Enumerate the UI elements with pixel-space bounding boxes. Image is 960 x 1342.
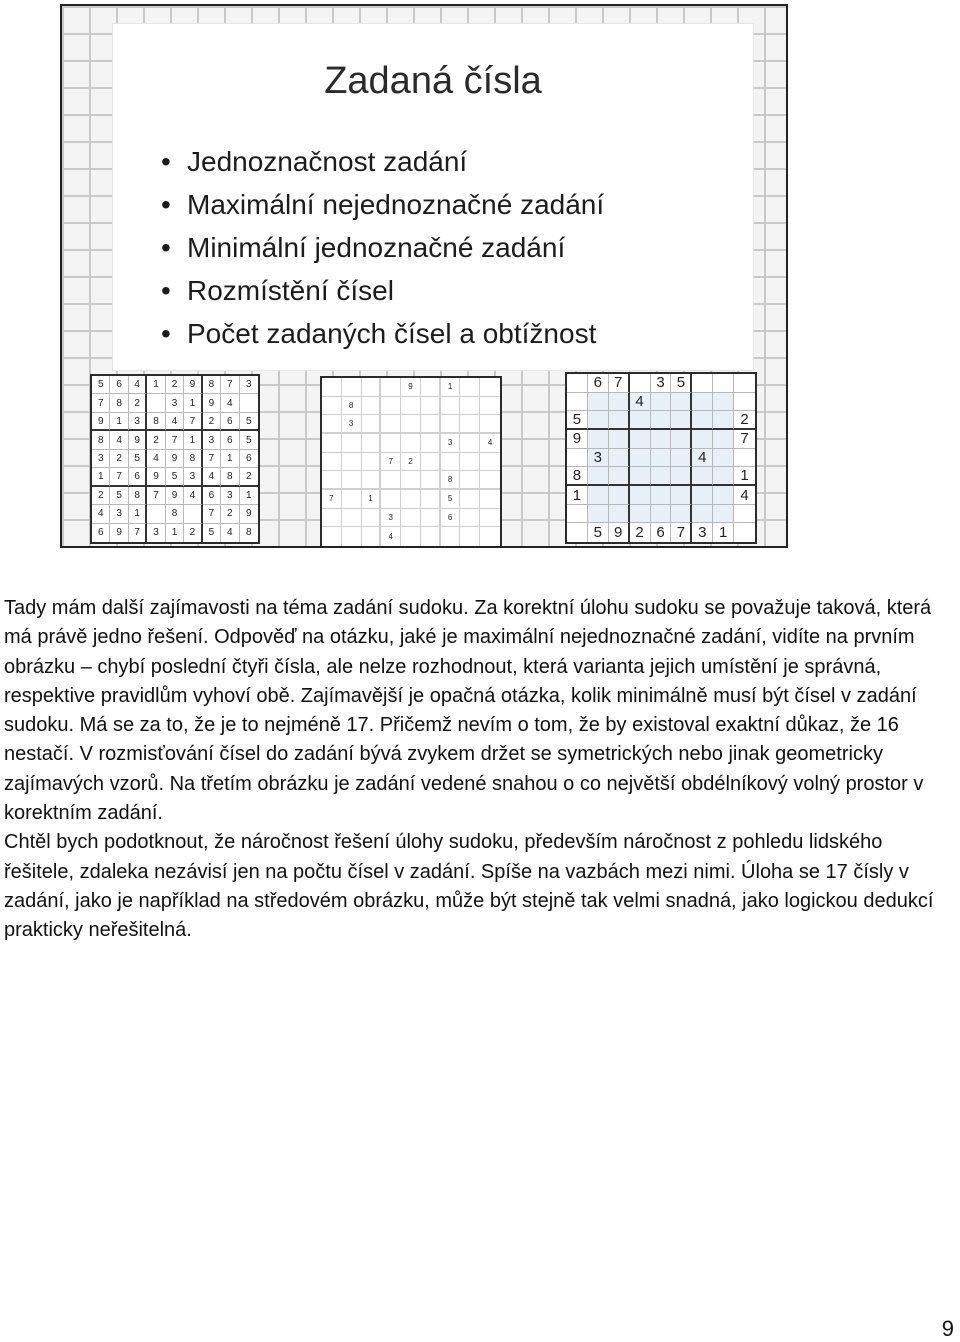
sudoku-cell: 9 xyxy=(110,524,128,542)
sudoku-cell: 1 xyxy=(166,524,184,542)
sudoku-cell xyxy=(671,505,692,524)
sudoku-cell xyxy=(401,415,421,434)
sudoku-cell: 8 xyxy=(567,467,588,486)
sudoku-cell xyxy=(381,434,401,453)
sudoku-cell xyxy=(421,378,441,397)
sudoku-cell xyxy=(588,430,609,449)
slide-title: Zadaná čísla xyxy=(324,60,542,102)
sudoku-cell: 9 xyxy=(129,431,147,449)
sudoku-cell xyxy=(713,449,734,468)
sudoku-cell: 5 xyxy=(166,468,184,486)
sudoku-cell xyxy=(322,471,342,490)
sudoku-cell xyxy=(609,467,630,486)
sudoku-cell: 3 xyxy=(342,415,362,434)
sudoku-cell: 4 xyxy=(92,505,110,523)
sudoku-cell xyxy=(460,490,480,509)
sudoku-cell: 2 xyxy=(184,524,202,542)
sudoku-cell: 7 xyxy=(110,468,128,486)
sudoku-cell xyxy=(734,449,755,468)
sudoku-cell xyxy=(588,467,609,486)
sudoku-cell: 8 xyxy=(129,487,147,505)
sudoku-cell xyxy=(342,509,362,528)
sudoku-cell: 8 xyxy=(147,413,165,431)
sudoku-cell: 9 xyxy=(92,413,110,431)
sudoku-cell xyxy=(671,393,692,412)
sudoku-cell: 3 xyxy=(129,413,147,431)
sudoku-cell: 4 xyxy=(129,376,147,394)
sudoku-cell xyxy=(692,374,713,393)
sudoku-cell xyxy=(651,393,672,412)
bullet-item: • Jednoznačnost zadání xyxy=(161,140,604,183)
sudoku-cell xyxy=(342,471,362,490)
sudoku-cell xyxy=(381,378,401,397)
sudoku-cell xyxy=(630,467,651,486)
sudoku-cell xyxy=(322,434,342,453)
sudoku-cell: 5 xyxy=(671,374,692,393)
sudoku-cell xyxy=(692,467,713,486)
sudoku-cell xyxy=(671,430,692,449)
sudoku-grid-2 xyxy=(320,376,502,548)
sudoku-cell xyxy=(630,486,651,505)
sudoku-cell xyxy=(362,527,382,546)
sudoku-cell: 4 xyxy=(480,434,500,453)
sudoku-cell xyxy=(421,397,441,416)
sudoku-cell: 7 xyxy=(92,394,110,412)
sudoku-cell: 1 xyxy=(221,450,239,468)
sudoku-cell xyxy=(421,490,441,509)
sudoku-cell xyxy=(671,449,692,468)
sudoku-cell: 8 xyxy=(92,431,110,449)
sudoku-cell: 9 xyxy=(240,505,258,523)
bullet-item: • Počet zadaných čísel a obtížnost xyxy=(161,312,604,355)
sudoku-cell xyxy=(401,471,421,490)
page-number: 9 xyxy=(941,1316,954,1341)
sudoku-cell xyxy=(322,453,342,472)
sudoku-cell xyxy=(381,490,401,509)
sudoku-cell: 8 xyxy=(203,376,221,394)
sudoku-cell xyxy=(588,486,609,505)
sudoku-cell xyxy=(362,397,382,416)
sudoku-cell xyxy=(692,505,713,524)
sudoku-cell: 9 xyxy=(184,376,202,394)
sudoku-cell xyxy=(609,505,630,524)
sudoku-cell: 7 xyxy=(671,523,692,542)
sudoku-cell xyxy=(381,415,401,434)
sudoku-cell xyxy=(342,490,362,509)
sudoku-cell xyxy=(480,509,500,528)
sudoku-cell xyxy=(460,527,480,546)
sudoku-cell: 1 xyxy=(567,486,588,505)
sudoku-cell xyxy=(480,471,500,490)
sudoku-cell xyxy=(441,397,461,416)
sudoku-cell xyxy=(480,378,500,397)
sudoku-cell xyxy=(588,505,609,524)
sudoku-cell: 2 xyxy=(240,468,258,486)
sudoku-cell xyxy=(567,505,588,524)
sudoku-cell xyxy=(734,393,755,412)
sudoku-cell xyxy=(441,453,461,472)
sudoku-cell: 3 xyxy=(92,450,110,468)
sudoku-cell: 4 xyxy=(184,487,202,505)
sudoku-grid-3 xyxy=(565,372,757,544)
sudoku-cell xyxy=(630,411,651,430)
sudoku-cell: 1 xyxy=(713,523,734,542)
sudoku-cell: 5 xyxy=(240,413,258,431)
sudoku-cell: 3 xyxy=(588,449,609,468)
sudoku-cell: 3 xyxy=(147,524,165,542)
sudoku-cell: 5 xyxy=(240,431,258,449)
sudoku-cell: 1 xyxy=(92,468,110,486)
paragraph: Tady mám další zajímavosti na téma zadání sudoku. Za korektní úlohu sudoku se považuje taková, která má právě jedno řešení. Odpověď na otázku, jaké je maximální nejednoznačné zadání, vidíte na prvním obrázku – chybí poslední čtyři čísla, ale nelze rozhodnout, která varianta jejich umístění je správná, respektive pravidlům vyhoví obě. Zajímavější je opačná otázka, kolik minimálně musí být čísel v zadání sudoku. Má se za to, že je to nejméně 17. Přičemž nevím o tom, že by existoval exaktní důkaz, že 16 nestačí. V rozmisťování čísel do zadání bývá zvykem držet se symetrických nebo jinak geometricky zajímavých vzorů. Na třetím obrázku je zadání vedené snahou o co největší obdélníkový volný prostor v korektním zadání. xyxy=(4,597,932,825)
sudoku-cell: 7 xyxy=(203,450,221,468)
bullet-item: • Minimální jednoznačné zadání xyxy=(161,226,604,269)
sudoku-cell: 3 xyxy=(221,487,239,505)
sudoku-cell xyxy=(651,467,672,486)
sudoku-cell xyxy=(342,378,362,397)
sudoku-cell xyxy=(240,394,258,412)
sudoku-cell: 4 xyxy=(110,431,128,449)
sudoku-cell: 2 xyxy=(166,376,184,394)
sudoku-cell xyxy=(480,415,500,434)
sudoku-cell xyxy=(567,449,588,468)
bullet-list xyxy=(161,140,604,355)
sudoku-cell xyxy=(692,411,713,430)
sudoku-cell: 7 xyxy=(129,524,147,542)
sudoku-cell: 8 xyxy=(184,450,202,468)
sudoku-cell: 2 xyxy=(203,413,221,431)
sudoku-cell: 2 xyxy=(129,394,147,412)
sudoku-cell: 4 xyxy=(692,449,713,468)
sudoku-cell xyxy=(322,415,342,434)
sudoku-cell: 9 xyxy=(166,487,184,505)
sudoku-cell xyxy=(671,411,692,430)
sudoku-cell xyxy=(567,523,588,542)
sudoku-cell xyxy=(567,374,588,393)
sudoku-cell xyxy=(421,527,441,546)
sudoku-cell: 3 xyxy=(441,434,461,453)
sudoku-cell xyxy=(381,471,401,490)
sudoku-cell: 4 xyxy=(203,468,221,486)
sudoku-cell xyxy=(381,397,401,416)
sudoku-cell: 6 xyxy=(221,431,239,449)
sudoku-cell: 6 xyxy=(129,468,147,486)
sudoku-cell: 2 xyxy=(630,523,651,542)
sudoku-cell xyxy=(362,509,382,528)
sudoku-cell: 7 xyxy=(734,430,755,449)
sudoku-cell xyxy=(322,527,342,546)
sudoku-cell: 3 xyxy=(692,523,713,542)
sudoku-cell xyxy=(460,471,480,490)
sudoku-cell xyxy=(421,471,441,490)
sudoku-cell: 1 xyxy=(734,467,755,486)
sudoku-cell xyxy=(401,434,421,453)
sudoku-cell: 2 xyxy=(92,487,110,505)
sudoku-cell xyxy=(671,467,692,486)
sudoku-cell xyxy=(362,378,382,397)
sudoku-cell xyxy=(588,411,609,430)
sudoku-cell: 1 xyxy=(184,431,202,449)
sudoku-cell: 4 xyxy=(221,394,239,412)
sudoku-cell xyxy=(609,430,630,449)
sudoku-cell xyxy=(441,415,461,434)
sudoku-cell xyxy=(734,374,755,393)
sudoku-cell: 4 xyxy=(166,413,184,431)
sudoku-cell xyxy=(651,430,672,449)
sudoku-cell xyxy=(460,397,480,416)
sudoku-cell xyxy=(630,374,651,393)
sudoku-cell xyxy=(609,486,630,505)
sudoku-cell xyxy=(460,434,480,453)
sudoku-cell xyxy=(342,434,362,453)
body-text xyxy=(4,594,954,946)
sudoku-cell xyxy=(184,505,202,523)
sudoku-cell: 2 xyxy=(734,411,755,430)
sudoku-cell: 4 xyxy=(734,486,755,505)
sudoku-cell xyxy=(651,486,672,505)
sudoku-cell xyxy=(692,393,713,412)
sudoku-cell xyxy=(401,397,421,416)
sudoku-cell xyxy=(342,453,362,472)
sudoku-cell: 7 xyxy=(609,374,630,393)
sudoku-cell: 1 xyxy=(240,487,258,505)
sudoku-cell xyxy=(630,430,651,449)
paragraph: Chtěl bych podotknout, že náročnost řešení úlohy sudoku, především náročnost z pohledu lidského řešitele, zdaleka nezávisí jen na počtu čísel v zadání. Spíše na vazbách mezi nimi. Úloha se 17 čísly v zadání, jako je například na středovém obrázku, může být stejně tak velmi snadná, jako logickou dedukcí prakticky neřešitelná. xyxy=(4,831,934,942)
sudoku-cell xyxy=(567,393,588,412)
sudoku-cell xyxy=(713,411,734,430)
sudoku-cell: 5 xyxy=(567,411,588,430)
slide-image xyxy=(60,4,788,548)
sudoku-cell: 3 xyxy=(166,394,184,412)
sudoku-cell xyxy=(713,486,734,505)
sudoku-cell xyxy=(609,411,630,430)
sudoku-cell: 1 xyxy=(441,378,461,397)
sudoku-cell: 4 xyxy=(221,524,239,542)
sudoku-cell xyxy=(421,453,441,472)
sudoku-cell xyxy=(630,505,651,524)
sudoku-cell: 1 xyxy=(110,413,128,431)
sudoku-cell: 5 xyxy=(588,523,609,542)
sudoku-cell: 6 xyxy=(221,413,239,431)
bullet-item: • Maximální nejednoznačné zadání xyxy=(161,183,604,226)
sudoku-cell: 5 xyxy=(92,376,110,394)
sudoku-cell: 6 xyxy=(441,509,461,528)
sudoku-cell xyxy=(609,393,630,412)
sudoku-cell xyxy=(322,378,342,397)
sudoku-cell xyxy=(713,393,734,412)
sudoku-cell: 3 xyxy=(651,374,672,393)
sudoku-cell xyxy=(401,509,421,528)
sudoku-cell xyxy=(342,527,362,546)
sudoku-cell: 7 xyxy=(221,376,239,394)
sudoku-cell: 9 xyxy=(567,430,588,449)
sudoku-cell xyxy=(630,449,651,468)
sudoku-cell xyxy=(713,430,734,449)
sudoku-cell xyxy=(362,471,382,490)
sudoku-cell: 1 xyxy=(362,490,382,509)
sudoku-cell: 3 xyxy=(184,468,202,486)
sudoku-cell: 5 xyxy=(441,490,461,509)
sudoku-cell xyxy=(480,490,500,509)
sudoku-cell: 9 xyxy=(203,394,221,412)
sudoku-cell xyxy=(362,453,382,472)
sudoku-cell: 3 xyxy=(240,376,258,394)
sudoku-cell: 4 xyxy=(381,527,401,546)
sudoku-cell: 6 xyxy=(651,523,672,542)
sudoku-cell: 1 xyxy=(147,376,165,394)
sudoku-cell: 3 xyxy=(203,431,221,449)
sudoku-cell: 4 xyxy=(147,450,165,468)
sudoku-cell xyxy=(421,415,441,434)
sudoku-cell xyxy=(147,394,165,412)
sudoku-cell: 7 xyxy=(184,413,202,431)
sudoku-cell: 7 xyxy=(166,431,184,449)
sudoku-cell xyxy=(692,486,713,505)
sudoku-cell: 9 xyxy=(401,378,421,397)
sudoku-cell: 1 xyxy=(129,505,147,523)
slide-content-box xyxy=(112,23,754,371)
sudoku-cell: 2 xyxy=(221,505,239,523)
sudoku-cell xyxy=(401,527,421,546)
sudoku-cell xyxy=(480,527,500,546)
sudoku-grid-1 xyxy=(90,374,260,544)
sudoku-cell xyxy=(401,490,421,509)
sudoku-cell xyxy=(147,505,165,523)
sudoku-cell xyxy=(713,374,734,393)
sudoku-cell: 6 xyxy=(588,374,609,393)
sudoku-cell xyxy=(460,453,480,472)
sudoku-cell: 5 xyxy=(110,487,128,505)
sudoku-cell: 6 xyxy=(110,376,128,394)
sudoku-cell: 7 xyxy=(381,453,401,472)
sudoku-cell: 6 xyxy=(203,487,221,505)
sudoku-cell xyxy=(362,434,382,453)
sudoku-cell xyxy=(322,397,342,416)
sudoku-cell: 2 xyxy=(401,453,421,472)
sudoku-cell xyxy=(713,467,734,486)
sudoku-cell xyxy=(651,449,672,468)
sudoku-cell xyxy=(480,397,500,416)
sudoku-cell: 5 xyxy=(129,450,147,468)
sudoku-cell: 7 xyxy=(147,487,165,505)
sudoku-cell xyxy=(460,509,480,528)
sudoku-cell xyxy=(322,509,342,528)
sudoku-cell: 3 xyxy=(381,509,401,528)
sudoku-cell: 1 xyxy=(184,394,202,412)
sudoku-cell xyxy=(441,527,461,546)
sudoku-cell xyxy=(421,509,441,528)
sudoku-cell: 8 xyxy=(166,505,184,523)
sudoku-cell: 5 xyxy=(203,524,221,542)
sudoku-cell: 4 xyxy=(630,393,651,412)
sudoku-cell xyxy=(362,415,382,434)
sudoku-cell: 8 xyxy=(221,468,239,486)
sudoku-cell xyxy=(734,505,755,524)
sudoku-cell: 9 xyxy=(609,523,630,542)
sudoku-cell: 8 xyxy=(342,397,362,416)
bullet-item: • Rozmístění čísel xyxy=(161,269,604,312)
sudoku-cell xyxy=(651,505,672,524)
sudoku-cell: 7 xyxy=(203,505,221,523)
sudoku-cell xyxy=(460,378,480,397)
sudoku-cell xyxy=(651,411,672,430)
sudoku-cell: 6 xyxy=(92,524,110,542)
sudoku-cell: 9 xyxy=(166,450,184,468)
sudoku-cell xyxy=(734,523,755,542)
sudoku-cell xyxy=(480,453,500,472)
sudoku-cell xyxy=(588,393,609,412)
sudoku-cell: 6 xyxy=(240,450,258,468)
sudoku-cell xyxy=(609,449,630,468)
sudoku-cell xyxy=(671,486,692,505)
sudoku-cell xyxy=(460,415,480,434)
sudoku-cell: 3 xyxy=(110,505,128,523)
sudoku-cell xyxy=(713,505,734,524)
sudoku-cell: 2 xyxy=(110,450,128,468)
sudoku-cell xyxy=(421,434,441,453)
sudoku-cell: 8 xyxy=(245,527,252,539)
sudoku-cell xyxy=(692,430,713,449)
sudoku-cell: 8 xyxy=(110,394,128,412)
sudoku-cell: 7 xyxy=(322,490,342,509)
sudoku-cell: 8 xyxy=(441,471,461,490)
sudoku-cell: 9 xyxy=(147,468,165,486)
sudoku-cell: 2 xyxy=(147,431,165,449)
